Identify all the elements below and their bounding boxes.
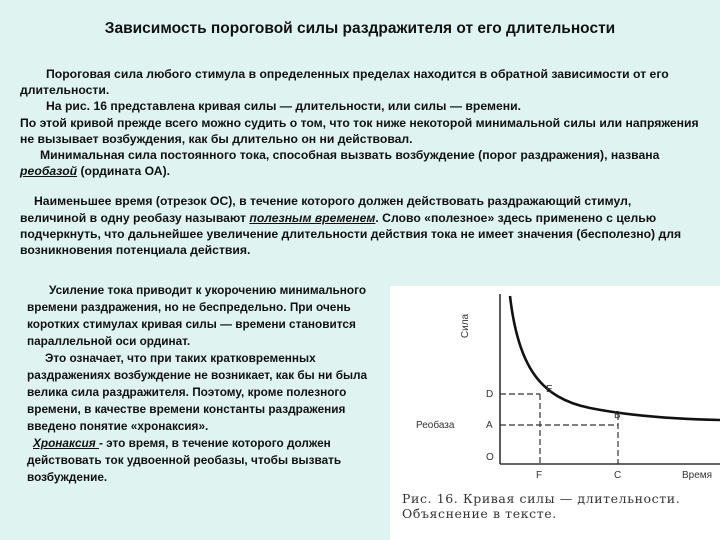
paragraph-figure-ref: На рис. 16 представлена кривая силы — длительности, или силы — времени. xyxy=(46,99,522,114)
paragraph-curve: По этой кривой прежде всего можно судить о том, что ток ниже некоторой минимальной силы или напряжения не вызывает возбуждения, как бы длительно он ни действовал. xyxy=(20,115,699,146)
strength-duration-plot xyxy=(390,286,720,486)
page-title: Зависимость пороговой силы раздражителя от его длительности xyxy=(104,20,616,37)
label-D: D xyxy=(486,389,494,400)
useful-time-text-after: . Слово «полезное» здесь применено с целью подчеркнуть, что дальнейшее увеличение длительности действия тока не имеет значения (бесполезно) для возникновения потенциала действия. xyxy=(20,210,682,258)
rheobase-term: реобазой xyxy=(20,164,78,179)
paragraph-chronaxie-intro: Это означает, что при таких кратковременных раздражениях возбуждение не возникает, как бы ни была велика сила раздражителя. Поэтому, кроме полезного времени, в качестве времени константы раздражения введено понятие «хронаксия». xyxy=(27,351,368,433)
chronaxie-text xyxy=(27,282,375,486)
figure-caption: Рис. 16. Кривая силы — длительности. Объяснение в тексте. xyxy=(402,491,681,521)
y-axis-label: Сила xyxy=(460,313,471,339)
label-E: E xyxy=(546,384,553,395)
rheobase-text-after: (ордината ОА). xyxy=(77,164,171,179)
paragraph-threshold: Пороговая сила любого стимула в определенных пределах находится в обратной зависимости от его длительности. xyxy=(20,67,669,98)
strength-duration-curve xyxy=(510,296,720,420)
intro-text xyxy=(20,66,700,258)
paragraph-rheobase xyxy=(20,147,700,179)
paragraph-current-increase: Усиление тока приводит к укорочению минимального времени раздражения, но не беспредельно. При очень коротких стимулах кривая силы — времени становится параллельной оси ординат. xyxy=(27,283,367,348)
strength-duration-figure xyxy=(390,286,720,540)
rheobase-text-before: Минимальная сила постоянного тока, способная вызвать возбуждение (порог раздражения), названа xyxy=(40,148,660,163)
paragraph-chronaxie-definition xyxy=(27,435,375,486)
paragraph-useful-time xyxy=(20,193,700,258)
useful-time-term: полезным временем xyxy=(249,210,376,225)
label-B: B xyxy=(614,410,621,421)
x-axis-label: Время xyxy=(682,470,713,481)
chronaxie-definition-text: - это время, в течение которого должен действовать ток удвоенной реобазы, чтобы вызвать возбуждение. xyxy=(27,436,342,484)
rheobase-label: Реобаза xyxy=(416,420,455,431)
label-F: F xyxy=(536,470,543,481)
label-C: C xyxy=(614,470,622,481)
useful-time-text-before: Наименьшее время (отрезок ОС), в течение которого должен действовать раздражающий стимул, величиной в одну реобазу называют xyxy=(20,194,632,225)
label-O: O xyxy=(486,452,494,463)
chronaxie-term: Хронаксия xyxy=(33,436,99,450)
label-A: A xyxy=(486,420,493,431)
